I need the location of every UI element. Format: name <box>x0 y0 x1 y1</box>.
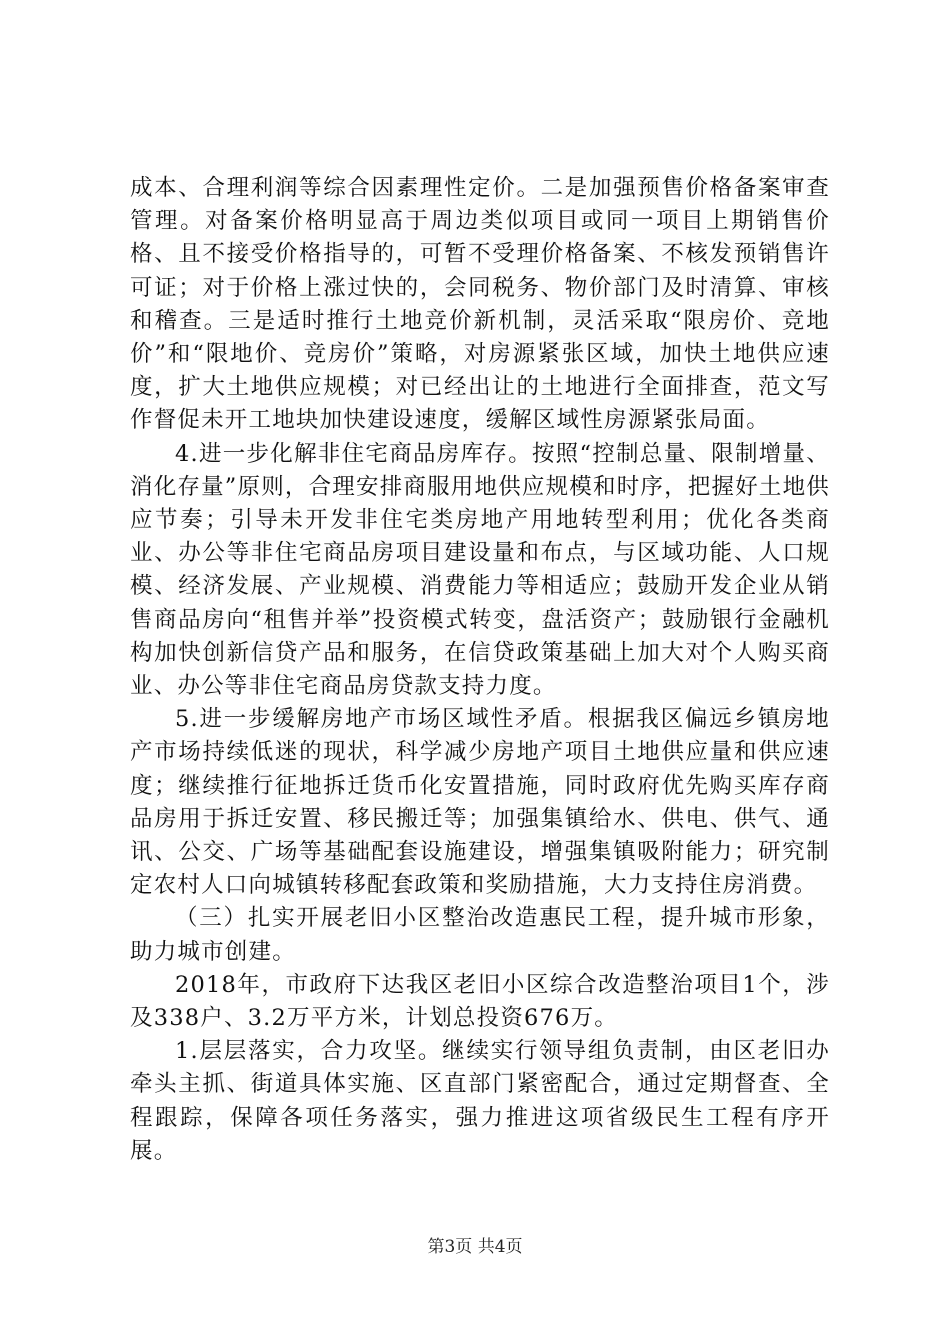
paragraph-implementation: 1.层层落实，合力攻坚。继续实行领导组负责制，由区老旧办牵头主抓、街道具体实施、区直部门紧密配合，通过定期督查、全程跟踪，保障各项任务落实，强力推进这项省级民生工程有序开展。 <box>130 1038 830 1164</box>
paragraph-non-residential-inventory: 4.进一步化解非住宅商品房库存。按照“控制总量、限制增量、消化存量”原则，合理安排商服用地供应规模和时序，把握好土地供应节奏；引导未开发非住宅类房地产用地转型利用；优化各类商业、办公等非住宅商品房项目建设量和布点，与区域功能、人口规模、经济发展、产业规模、消费能力等相适应；鼓励开发企业从销售商品房向“租售并举”投资模式转变，盘活资产；鼓励银行金融机构加快创新信贷产品和服务，在信贷政策基础上加大对个人购买商业、办公等非住宅商品房贷款支持力度。 <box>130 440 831 700</box>
section-heading-old-community-renovation: （三）扎实开展老旧小区整治改造惠民工程，提升城市形象，助力城市创建。 <box>130 905 830 965</box>
paragraph-2018-project: 2018年，市政府下达我区老旧小区综合改造整治项目1个，涉及338户、3.2万平方米，计划总投资676万。 <box>130 971 830 1032</box>
page-number: 第3页 共4页 <box>427 1237 523 1257</box>
paragraph-pricing-measures: 成本、合理利润等综合因素理性定价。二是加强预售价格备案审查管理。对备案价格明显高于周边类似项目或同一项目上期销售价格、且不接受价格指导的，可暂不受理价格备案、不核发预销售许可证；对于价格上涨过快的，会同税务、物价部门及时清算、审核和稽查。三是适时推行土地竞价新机制，灵活采取“限房价、竞地价”和“限地价、竞房价”策略，对房源紧张区域，加快土地供应速度，扩大土地供应规模；对已经出让的土地进行全面排查，范文写作督促未开工地块加快建设速度，缓解区域性房源紧张局面。 <box>130 175 830 434</box>
paragraph-regional-contradiction: 5.进一步缓解房地产市场区域性矛盾。根据我区偏远乡镇房地产市场持续低迷的现状，科学减少房地产项目土地供应量和供应速度；继续推行征地拆迁货币化安置措施，同时政府优先购买库存商品房用于拆迁安置、移民搬迁等；加强集镇给水、供电、供气、通讯、公交、广场等基础配套设施建设，增强集镇吸附能力；研究制定农村人口向城镇转移配套政策和奖励措施，大力支持住房消费。 <box>130 706 830 899</box>
document-body <box>130 172 830 1168</box>
